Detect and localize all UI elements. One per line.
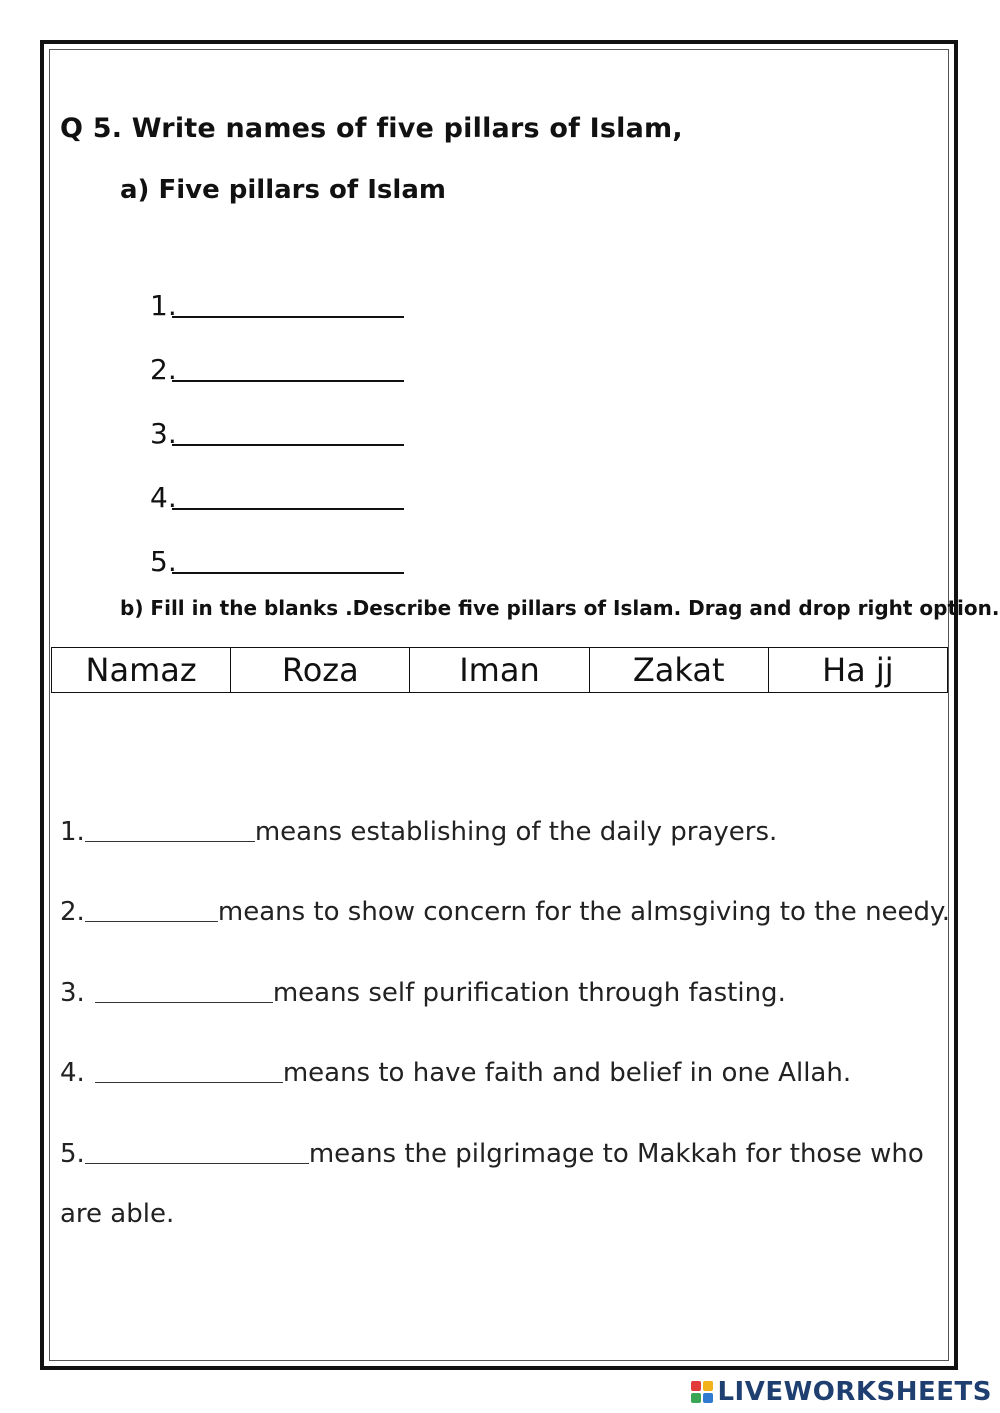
part-a-answer-blank[interactable] <box>172 480 404 510</box>
logo-brand-text: LIVEWORKSHEETS <box>717 1377 992 1407</box>
word-bank-option-iman[interactable]: Iman <box>410 648 589 693</box>
sentence-drop-blank[interactable] <box>95 978 273 1003</box>
sentence-number: 3. <box>60 977 85 1008</box>
sentence-drop-blank[interactable] <box>85 1139 309 1164</box>
logo-square-icon <box>691 1381 701 1391</box>
sentence-number: 2. <box>60 897 85 927</box>
sentence-text: means the pilgrimage to Makkah for those who <box>308 1138 924 1169</box>
sentence-row <box>60 1008 950 1089</box>
part-b-instructions: b) Fill in the blanks .Describe five pillars of Islam. Drag and drop right option. <box>120 596 1000 620</box>
sentence-number: 1. <box>60 816 85 847</box>
fill-in-sentences <box>60 766 950 1229</box>
word-bank-table <box>51 647 948 693</box>
part-a-item <box>150 450 404 514</box>
logo-square-icon <box>691 1393 701 1403</box>
part-a-answer-blank[interactable] <box>172 288 404 318</box>
part-a-number: 4. <box>150 481 177 514</box>
word-bank-option-hajj[interactable]: Ha jj <box>768 648 947 693</box>
part-a-number: 1. <box>150 289 177 322</box>
question-title: Q 5. Write names of five pillars of Islam, <box>60 113 683 144</box>
logo-square-icon <box>703 1393 713 1403</box>
logo-icon <box>691 1381 713 1403</box>
part-a-item <box>150 322 404 386</box>
part-a-number: 2. <box>150 353 177 386</box>
part-a-answer-blank[interactable] <box>172 544 404 574</box>
part-a-number: 5. <box>150 545 177 578</box>
sentence-drop-blank[interactable] <box>85 897 218 922</box>
part-a-blank-list <box>150 258 404 578</box>
part-a-item <box>150 386 404 450</box>
word-bank-option-zakat[interactable]: Zakat <box>589 648 768 693</box>
sentence-number: 5. <box>60 1138 85 1169</box>
word-bank-option-namaz[interactable]: Namaz <box>52 648 231 693</box>
sentence-text: means self purification through fasting. <box>272 977 786 1008</box>
sentence-drop-blank[interactable] <box>95 1058 283 1083</box>
part-a-label: a) Five pillars of Islam <box>120 175 446 205</box>
part-a-item <box>150 514 404 578</box>
sentence-row <box>60 1088 950 1169</box>
logo-square-icon <box>703 1381 713 1391</box>
word-bank-option-roza[interactable]: Roza <box>231 648 410 693</box>
sentence-row <box>60 847 950 928</box>
sentence-continuation: are able. <box>60 1198 175 1229</box>
sentence-row <box>60 927 950 1008</box>
sentence-text: means establishing of the daily prayers. <box>254 816 778 847</box>
sentence-number: 4. <box>60 1058 85 1088</box>
sentence-text: means to have faith and belief in one Allah. <box>282 1058 852 1088</box>
sentence-row <box>60 766 950 847</box>
part-a-answer-blank[interactable] <box>172 416 404 446</box>
part-a-answer-blank[interactable] <box>172 352 404 382</box>
part-a-item <box>150 258 404 322</box>
liveworksheets-logo[interactable] <box>691 1377 992 1407</box>
sentence-drop-blank[interactable] <box>85 817 255 842</box>
part-a-number: 3. <box>150 417 177 450</box>
sentence-text: means to show concern for the almsgiving to the needy. <box>217 897 950 927</box>
